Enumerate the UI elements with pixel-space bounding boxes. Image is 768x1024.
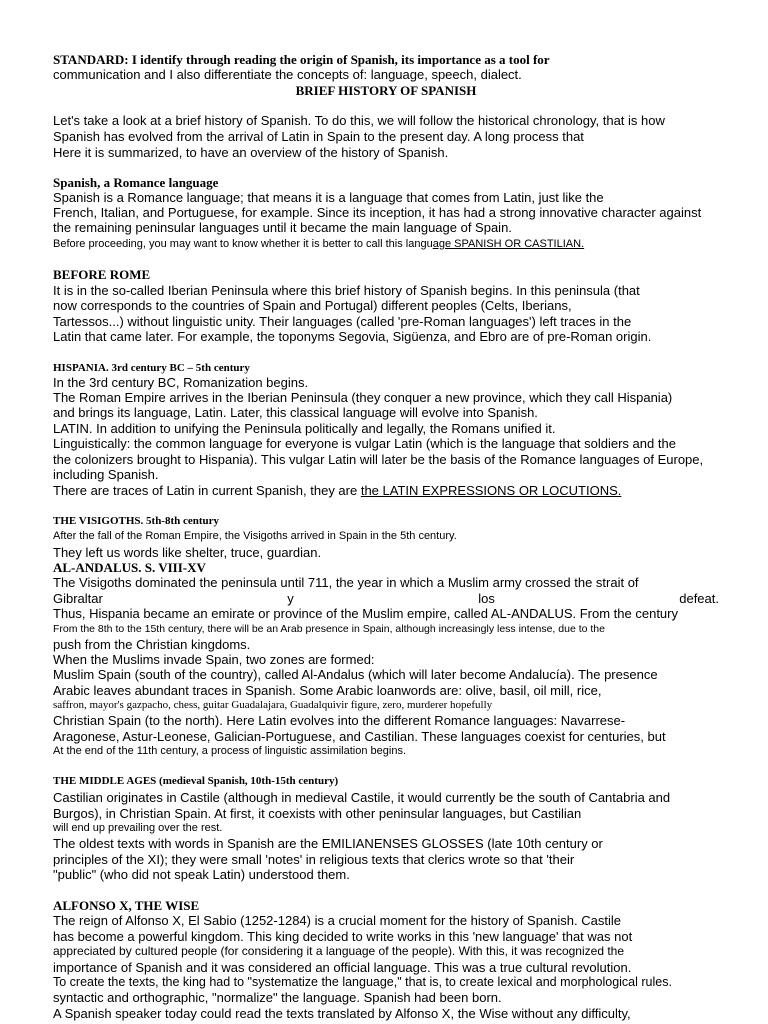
al-andalus-line: Arabic leaves abundant traces in Spanish. Some Arabic loanwords are: olive, basil, oil mill, rice, [53, 683, 602, 698]
section-heading-middle-ages: THE MIDDLE AGES (medieval Spanish, 10th-15th century) [53, 775, 339, 787]
visigoths-line: After the fall of the Roman Empire, the Visigoths arrived in Spain in the 5th century. [53, 530, 457, 542]
before-rome-line: Latin that came later. For example, the toponyms Segovia, Sigüenza, and Ebro are of pre-Roman origin. [53, 329, 652, 344]
romance-note-text: Before proceeding, you may want to know whether it is better to call this langu [53, 238, 433, 250]
latin-expressions-link[interactable]: the LATIN EXPRESSIONS OR LOCUTIONS. [360, 483, 622, 498]
al-andalus-line: push from the Christian kingdoms. [53, 637, 251, 652]
alfonso-line: The reign of Alfonso X, El Sabio (1252-1284) is a crucial moment for the history of Spanish. Castile [53, 913, 621, 928]
section-heading-al-andalus: AL-ANDALUS. S. VIII-XV [53, 560, 206, 575]
spanish-or-castilian-link[interactable]: age SPANISH OR CASTILIAN. [432, 238, 585, 250]
hispania-line: and brings its language, Latin. Later, this classical language will evolve into Spanish. [53, 405, 538, 420]
intro-line: Here it is summarized, to have an overview of the history of Spanish. [53, 145, 449, 160]
visigoths-line: They left us words like shelter, truce, guardian. [53, 545, 322, 560]
hispania-line: The Roman Empire arrives in the Iberian Peninsula (they conquer a new province, which they call Hispania) [53, 390, 673, 405]
hispania-traces-text: There are traces of Latin in current Spanish, they are [53, 483, 361, 498]
hispania-line: Linguistically: the common language for everyone is vulgar Latin (which is the language that soldiers and the [53, 436, 676, 451]
page-title: BRIEF HISTORY OF SPANISH [295, 83, 477, 98]
middle-ages-line: Burgos), in Christian Spain. At first, it coexists with other peninsular languages, but Castilian [53, 806, 582, 821]
romance-line: Spanish is a Romance language; that means it is a language that comes from Latin, just like the [53, 190, 604, 205]
al-andalus-line: Aragonese, Astur-Leonese, Galician-Portuguese, and Castilian. These languages coexist for centuries, but [53, 729, 666, 744]
intro-line: Spanish has evolved from the arrival of Latin in Spain to the present day. A long process that [53, 129, 584, 144]
hispania-line: In the 3rd century BC, Romanization begins. [53, 375, 309, 390]
alfonso-line: syntactic and orthographic, "normalize" the language. Spanish had been born. [53, 990, 502, 1005]
middle-ages-line: "public" (who did not speak Latin) understood them. [53, 867, 350, 882]
alfonso-line: importance of Spanish and it was considered an official language. This was a true cultural revolution. [53, 960, 632, 975]
middle-ages-line: The oldest texts with words in Spanish are the EMILIANENSES GLOSSES (late 10th century or [53, 836, 603, 851]
section-heading-alfonso: ALFONSO X, THE WISE [53, 898, 200, 913]
al-andalus-line: Gibraltar y los defeat. [53, 591, 719, 606]
hispania-line: LATIN. In addition to unifying the Peninsula politically and legally, the Romans unified it. [53, 421, 556, 436]
standard-heading: STANDARD: I identify through reading the origin of Spanish, its importance as a tool for [53, 52, 550, 67]
al-andalus-line: The Visigoths dominated the peninsula until 711, the year in which a Muslim army crossed the strait of [53, 575, 639, 590]
romance-line: French, Italian, and Portuguese, for example. Since its inception, it has had a strong innovative character against [53, 205, 702, 220]
al-andalus-line: saffron, mayor's gazpacho, chess, guitar Guadalajara, Guadalquivir figure, zero, murderer hopefully [53, 699, 493, 711]
romance-line: the remaining peninsular languages until it became the main language of Spain. [53, 220, 512, 235]
al-andalus-line: Thus, Hispania became an emirate or province of the Muslim empire, called AL-ANDALUS. From the century [53, 606, 678, 621]
before-rome-line: Tartessos...) without linguistic unity. Their languages (called 'pre-Roman languages') left traces in the [53, 314, 632, 329]
al-andalus-line: When the Muslims invade Spain, two zones are formed: [53, 652, 375, 667]
middle-ages-line: principles of the XI); they were small 'notes' in religious texts that clerics wrote so that 'their [53, 852, 575, 867]
alfonso-line: A Spanish speaker today could read the texts translated by Alfonso X, the Wise without any difficulty, [53, 1006, 631, 1021]
al-andalus-line: Muslim Spain (south of the country), called Al-Andalus (which will later become Andalucía). The presence [53, 667, 658, 682]
before-rome-line: now corresponds to the countries of Spain and Portugal) different peoples (Celts, Iberians, [53, 298, 572, 313]
al-andalus-line: Christian Spain (to the north). Here Latin evolves into the different Romance languages: Navarrese- [53, 713, 626, 728]
middle-ages-line: will end up prevailing over the rest. [53, 822, 223, 834]
alfonso-line: appreciated by cultured people (for considering it a language of the people). With this, it was recognized the [53, 944, 625, 958]
middle-ages-line: Castilian originates in Castile (although in medieval Castile, it would currently be the south of Cantabria and [53, 790, 671, 805]
hispania-line: including Spanish. [53, 467, 159, 482]
intro-line: Let's take a look at a brief history of Spanish. To do this, we will follow the historical chronology, that is how [53, 113, 665, 128]
section-heading-hispania: HISPANIA. 3rd century BC – 5th century [53, 362, 250, 374]
alfonso-line: has become a powerful kingdom. This king decided to write works in this 'new language' that was not [53, 929, 633, 944]
section-heading-before-rome: BEFORE ROME [53, 267, 151, 282]
al-andalus-line: From the 8th to the 15th century, there will be an Arab presence in Spain, although increasingly less intense, due to the [53, 623, 605, 635]
hispania-line: the colonizers brought to Hispania). This vulgar Latin will later be the basis of the Romance languages of Europe, [53, 452, 704, 467]
section-heading-romance: Spanish, a Romance language [53, 175, 219, 190]
section-heading-visigoths: THE VISIGOTHS. 5th-8th century [53, 515, 220, 527]
al-andalus-line: At the end of the 11th century, a process of linguistic assimilation begins. [53, 745, 407, 757]
romance-note [53, 237, 719, 252]
before-rome-line: It is in the so-called Iberian Peninsula where this brief history of Spanish begins. In this peninsula (that [53, 283, 640, 298]
standard-line: communication and I also differentiate the concepts of: language, speech, dialect. [53, 67, 522, 82]
hispania-traces [53, 483, 719, 498]
alfonso-line: To create the texts, the king had to "systematize the language," that is, to create lexical and morphological rules. [53, 975, 672, 989]
